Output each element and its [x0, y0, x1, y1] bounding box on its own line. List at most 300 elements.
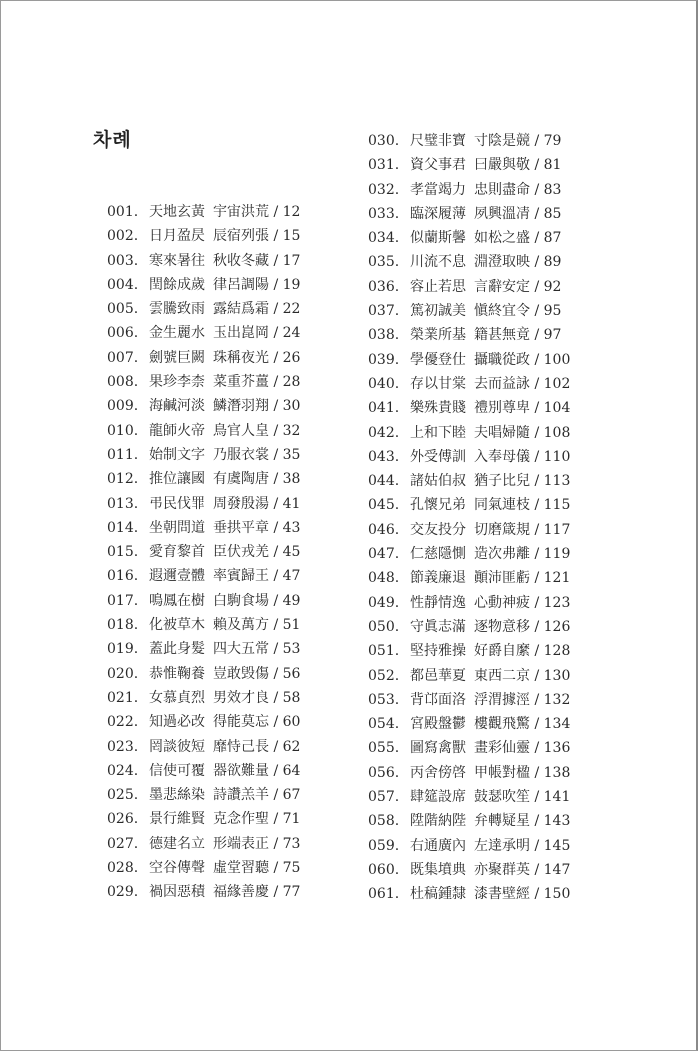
entry-phrase-1: 景行維賢	[149, 811, 205, 828]
page-separator: /	[269, 884, 283, 901]
entry-phrase-2: 亦聚群英	[474, 861, 530, 878]
entry-phrase-2: 菜重芥薑	[213, 374, 269, 391]
entry-number: 055.	[368, 740, 400, 757]
entry-phrase-1: 雲騰致雨	[149, 301, 205, 318]
page-separator: /	[530, 691, 544, 708]
entry-phrase-2: 鳥官人皇	[213, 422, 269, 439]
page-separator: /	[269, 665, 283, 682]
toc-entry	[107, 637, 300, 661]
entry-phrase-1: 恭惟鞠養	[149, 665, 205, 682]
toc-entry	[368, 761, 570, 785]
entry-page: 132	[543, 691, 571, 708]
toc-entry	[107, 321, 300, 345]
entry-page: 145	[543, 837, 571, 854]
entry-page: 43	[282, 519, 301, 536]
page-separator: /	[530, 473, 544, 490]
entry-phrase-2: 臣伏戎羌	[213, 544, 269, 561]
toc-entry	[368, 372, 570, 396]
entry-number: 036.	[368, 278, 400, 295]
page-separator: /	[269, 276, 283, 293]
entry-page: 17	[282, 252, 301, 269]
page-separator: /	[269, 568, 283, 585]
entry-number: 028.	[107, 860, 139, 877]
entry-phrase-1: 外受傅訓	[410, 448, 466, 465]
entry-phrase-2: 靡恃己長	[213, 738, 269, 755]
entry-page: 128	[543, 643, 571, 660]
entry-phrase-1: 空谷傳聲	[149, 860, 205, 877]
entry-phrase-1: 知過必改	[149, 714, 205, 731]
entry-phrase-1: 丙舍傍啓	[410, 764, 466, 781]
entry-number: 018.	[107, 617, 139, 634]
entry-number: 024.	[107, 762, 139, 779]
entry-phrase-1: 坐朝問道	[149, 519, 205, 536]
page-separator: /	[269, 617, 283, 634]
page-separator: /	[530, 521, 544, 538]
page-separator: /	[530, 837, 544, 854]
entry-phrase-1: 孔懷兄弟	[410, 497, 466, 514]
toc-entry	[107, 224, 300, 248]
entry-number: 034.	[368, 230, 400, 247]
entry-phrase-2: 珠稱夜光	[213, 349, 269, 366]
page-separator: /	[530, 205, 544, 222]
toc-entry	[107, 613, 300, 637]
entry-number: 016.	[107, 568, 139, 585]
toc-entry	[368, 202, 570, 226]
page-separator: /	[530, 133, 544, 149]
entry-phrase-1: 背邙面洛	[410, 691, 466, 708]
entry-page: 58	[282, 689, 301, 706]
page-separator: /	[530, 351, 544, 368]
entry-phrase-2: 福緣善慶	[213, 884, 269, 901]
toc-entry	[107, 759, 300, 783]
toc-entry	[368, 591, 570, 615]
entry-phrase-2: 周發殷湯	[213, 495, 269, 512]
entry-phrase-2: 曰嚴與敬	[474, 157, 530, 174]
entry-page: 47	[282, 568, 301, 585]
entry-phrase-1: 堅持雅操	[410, 643, 466, 660]
page-separator: /	[530, 254, 544, 271]
entry-phrase-1: 龍師火帝	[149, 422, 205, 439]
entry-number: 020.	[107, 665, 139, 682]
entry-number: 038.	[368, 327, 400, 344]
page-separator: /	[530, 570, 544, 587]
entry-phrase-2: 豈敢毁傷	[213, 665, 269, 682]
page-separator: /	[530, 813, 544, 830]
toc-entry	[368, 178, 570, 202]
entry-phrase-1: 弔民伐罪	[149, 495, 205, 512]
entry-number: 012.	[107, 471, 139, 488]
entry-number: 014.	[107, 519, 139, 536]
entry-phrase-2: 心動神疲	[474, 594, 530, 611]
entry-phrase-2: 四大五常	[213, 641, 269, 658]
entry-phrase-1: 果珍李柰	[149, 374, 205, 391]
entry-number: 022.	[107, 714, 139, 731]
page-separator: /	[530, 230, 544, 247]
entry-page: 92	[543, 278, 562, 295]
page-separator: /	[269, 787, 283, 804]
entry-page: 41	[282, 495, 301, 512]
page-separator: /	[269, 204, 283, 220]
entry-number: 050.	[368, 618, 400, 635]
toc-entry	[368, 275, 570, 299]
entry-page: 75	[282, 860, 301, 877]
entry-phrase-1: 川流不息	[410, 254, 466, 271]
toc-entry	[368, 639, 570, 663]
entry-phrase-2: 東西二京	[474, 667, 530, 684]
entry-phrase-2: 夙興溫凊	[474, 205, 530, 222]
entry-number: 049.	[368, 594, 400, 611]
entry-page: 89	[543, 254, 562, 271]
entry-number: 052.	[368, 667, 400, 684]
entry-number: 005.	[107, 301, 139, 318]
toc-entry	[368, 250, 570, 274]
entry-number: 047.	[368, 546, 400, 563]
entry-phrase-2: 男效才良	[213, 689, 269, 706]
entry-page: 22	[282, 301, 301, 318]
toc-entry	[368, 153, 570, 177]
page-separator: /	[269, 738, 283, 755]
entry-phrase-2: 宇宙洪荒	[213, 204, 269, 220]
toc-entry	[368, 858, 570, 882]
entry-phrase-2: 忠則盡命	[474, 181, 530, 198]
entry-phrase-2: 淵澄取映	[474, 254, 530, 271]
toc-entry	[368, 542, 570, 566]
page-separator: /	[269, 762, 283, 779]
entry-number: 006.	[107, 325, 139, 342]
toc-entry	[107, 735, 300, 759]
entry-number: 039.	[368, 351, 400, 368]
entry-phrase-2: 去而益詠	[474, 375, 530, 392]
entry-phrase-1: 遐邇壹體	[149, 568, 205, 585]
entry-phrase-2: 辰宿列張	[213, 228, 269, 245]
entry-number: 045.	[368, 497, 400, 514]
entry-number: 056.	[368, 764, 400, 781]
toc-entry	[107, 297, 300, 321]
entry-phrase-2: 弁轉疑星	[474, 813, 530, 830]
entry-page: 97	[543, 327, 562, 344]
entry-page: 12	[282, 204, 301, 220]
entry-page: 138	[543, 764, 571, 781]
entry-phrase-1: 尺璧非寶	[410, 133, 466, 149]
page-separator: /	[530, 764, 544, 781]
entry-phrase-1: 肆筵設席	[410, 789, 466, 806]
page-separator: /	[269, 252, 283, 269]
toc-entry	[107, 783, 300, 807]
page-separator: /	[530, 278, 544, 295]
page-separator: /	[269, 519, 283, 536]
entry-number: 026.	[107, 811, 139, 828]
entry-phrase-1: 墨悲絲染	[149, 787, 205, 804]
entry-page: 143	[543, 813, 571, 830]
toc-entry	[107, 807, 300, 831]
entry-phrase-1: 仁慈隱惻	[410, 546, 466, 563]
entry-phrase-2: 造次弗離	[474, 546, 530, 563]
entry-phrase-2: 白駒食場	[213, 592, 269, 609]
entry-phrase-1: 罔談彼短	[149, 738, 205, 755]
entry-page: 67	[282, 787, 301, 804]
entry-phrase-2: 虛堂習聽	[213, 860, 269, 877]
toc-entry	[107, 346, 300, 370]
entry-number: 035.	[368, 254, 400, 271]
entry-phrase-2: 得能莫忘	[213, 714, 269, 731]
entry-phrase-2: 垂拱平章	[213, 519, 269, 536]
toc-left-column	[107, 200, 300, 905]
entry-number: 019.	[107, 641, 139, 658]
toc-entry	[368, 129, 570, 153]
toc-entry	[107, 443, 300, 467]
entry-page: 71	[282, 811, 301, 828]
entry-phrase-2: 好爵自縻	[474, 643, 530, 660]
entry-page: 62	[282, 738, 301, 755]
entry-phrase-1: 篤初誠美	[410, 303, 466, 320]
toc-entry	[107, 419, 300, 443]
page-separator: /	[530, 594, 544, 611]
entry-number: 053.	[368, 691, 400, 708]
entry-page: 123	[543, 594, 571, 611]
entry-phrase-2: 鼓瑟吹笙	[474, 789, 530, 806]
toc-entry	[368, 421, 570, 445]
entry-number: 004.	[107, 276, 139, 293]
page-separator: /	[530, 327, 544, 344]
entry-phrase-1: 寒來暑往	[149, 252, 205, 269]
entry-phrase-1: 存以甘棠	[410, 375, 466, 392]
toc-entry	[368, 226, 570, 250]
entry-number: 051.	[368, 643, 400, 660]
toc-entry	[368, 396, 570, 420]
toc-entry	[368, 736, 570, 760]
entry-page: 126	[543, 618, 571, 635]
toc-right-column	[368, 129, 570, 907]
entry-phrase-1: 海鹹河淡	[149, 398, 205, 415]
entry-phrase-1: 杜稿鍾隸	[410, 886, 466, 903]
entry-page: 121	[543, 570, 571, 587]
entry-phrase-1: 容止若思	[410, 278, 466, 295]
entry-page: 117	[543, 521, 571, 538]
entry-page: 141	[543, 789, 571, 806]
entry-phrase-2: 有虞陶唐	[213, 471, 269, 488]
entry-page: 130	[543, 667, 571, 684]
entry-phrase-2: 露結爲霜	[213, 301, 269, 318]
entry-number: 054.	[368, 716, 400, 733]
entry-page: 87	[543, 230, 562, 247]
toc-entry	[368, 834, 570, 858]
entry-phrase-2: 形端表正	[213, 835, 269, 852]
entry-page: 95	[543, 303, 562, 320]
entry-phrase-1: 始制文字	[149, 446, 205, 463]
entry-page: 147	[543, 861, 571, 878]
entry-phrase-2: 攝職從政	[474, 351, 530, 368]
entry-page: 45	[282, 544, 301, 561]
toc-entry	[107, 564, 300, 588]
entry-page: 53	[282, 641, 301, 658]
entry-phrase-1: 榮業所基	[410, 327, 466, 344]
page-separator: /	[530, 643, 544, 660]
toc-heading: 차례	[93, 129, 132, 151]
entry-number: 060.	[368, 861, 400, 878]
entry-page: 81	[543, 157, 562, 174]
entry-number: 040.	[368, 375, 400, 392]
entry-page: 119	[543, 546, 571, 563]
entry-number: 029.	[107, 884, 139, 901]
entry-page: 104	[543, 400, 571, 417]
toc-entry	[368, 445, 570, 469]
entry-phrase-1: 交友投分	[410, 521, 466, 538]
toc-entry	[368, 518, 570, 542]
entry-page: 35	[282, 446, 301, 463]
entry-phrase-2: 畫彩仙靈	[474, 740, 530, 757]
entry-page: 110	[543, 448, 571, 465]
page-separator: /	[530, 424, 544, 441]
page-separator: /	[269, 835, 283, 852]
toc-entry	[368, 882, 570, 906]
toc-entry	[107, 249, 300, 273]
entry-page: 134	[543, 716, 571, 733]
entry-phrase-1: 日月盈昃	[149, 228, 205, 245]
page-separator: /	[269, 860, 283, 877]
entry-number: 057.	[368, 789, 400, 806]
entry-phrase-2: 如松之盛	[474, 230, 530, 247]
toc-entry	[368, 785, 570, 809]
entry-page: 150	[543, 886, 571, 903]
entry-page: 38	[282, 471, 301, 488]
entry-phrase-1: 化被草木	[149, 617, 205, 634]
entry-phrase-1: 學優登仕	[410, 351, 466, 368]
entry-phrase-1: 似蘭斯馨	[410, 230, 466, 247]
entry-phrase-2: 切磨箴規	[474, 521, 530, 538]
entry-page: 15	[282, 228, 301, 245]
entry-page: 102	[543, 375, 571, 392]
entry-phrase-1: 閏餘成歲	[149, 276, 205, 293]
page-separator: /	[530, 716, 544, 733]
toc-entry	[368, 664, 570, 688]
toc-entry	[107, 370, 300, 394]
entry-phrase-1: 孝當竭力	[410, 181, 466, 198]
entry-number: 061.	[368, 886, 400, 903]
entry-number: 017.	[107, 592, 139, 609]
entry-page: 49	[282, 592, 301, 609]
entry-number: 009.	[107, 398, 139, 415]
entry-number: 001.	[107, 204, 139, 220]
entry-phrase-1: 陞階納陛	[410, 813, 466, 830]
entry-number: 042.	[368, 424, 400, 441]
page-separator: /	[269, 325, 283, 342]
entry-phrase-1: 諸姑伯叔	[410, 473, 466, 490]
entry-phrase-1: 守眞志滿	[410, 618, 466, 635]
entry-phrase-2: 禮別尊卑	[474, 400, 530, 417]
entry-phrase-2: 愼終宜令	[474, 303, 530, 320]
entry-phrase-1: 宮殿盤鬱	[410, 716, 466, 733]
page-separator: /	[530, 157, 544, 174]
entry-phrase-2: 詩讚羔羊	[213, 787, 269, 804]
toc-entry	[107, 492, 300, 516]
entry-number: 013.	[107, 495, 139, 512]
entry-phrase-1: 臨深履薄	[410, 205, 466, 222]
page-separator: /	[269, 495, 283, 512]
entry-phrase-2: 浮渭據涇	[474, 691, 530, 708]
entry-page: 136	[543, 740, 571, 757]
toc-entry	[107, 394, 300, 418]
toc-entry	[107, 200, 300, 224]
page-separator: /	[269, 689, 283, 706]
entry-phrase-2: 入奉母儀	[474, 448, 530, 465]
entry-phrase-2: 克念作聖	[213, 811, 269, 828]
page-separator: /	[530, 789, 544, 806]
entry-phrase-2: 玉出崑岡	[213, 325, 269, 342]
toc-entry	[107, 880, 300, 904]
page-separator: /	[269, 544, 283, 561]
entry-phrase-2: 猶子比兒	[474, 473, 530, 490]
toc-entry	[368, 299, 570, 323]
page-separator: /	[269, 349, 283, 366]
entry-number: 041.	[368, 400, 400, 417]
entry-number: 008.	[107, 374, 139, 391]
entry-page: 51	[282, 617, 301, 634]
entry-number: 025.	[107, 787, 139, 804]
entry-phrase-2: 逐物意移	[474, 618, 530, 635]
entry-phrase-1: 信使可覆	[149, 762, 205, 779]
page-separator: /	[269, 422, 283, 439]
toc-entry	[368, 348, 570, 372]
toc-entry	[107, 710, 300, 734]
page-separator: /	[269, 714, 283, 731]
toc-entry	[368, 688, 570, 712]
entry-page: 79	[543, 133, 562, 149]
entry-phrase-1: 上和下睦	[410, 424, 466, 441]
page-separator: /	[269, 301, 283, 318]
toc-entry	[368, 809, 570, 833]
entry-phrase-2: 顚沛匪虧	[474, 570, 530, 587]
page-separator: /	[530, 546, 544, 563]
entry-phrase-1: 愛育黎首	[149, 544, 205, 561]
page-separator: /	[530, 886, 544, 903]
entry-page: 19	[282, 276, 301, 293]
entry-phrase-2: 器欲難量	[213, 762, 269, 779]
entry-phrase-1: 德建名立	[149, 835, 205, 852]
entry-number: 007.	[107, 349, 139, 366]
entry-number: 031.	[368, 157, 400, 174]
entry-page: 100	[543, 351, 571, 368]
page-separator: /	[269, 592, 283, 609]
page-separator: /	[530, 667, 544, 684]
page-separator: /	[530, 740, 544, 757]
entry-phrase-2: 夫唱婦隨	[474, 424, 530, 441]
toc-entry	[368, 615, 570, 639]
entry-number: 044.	[368, 473, 400, 490]
page-separator: /	[269, 398, 283, 415]
toc-entry	[107, 273, 300, 297]
entry-number: 033.	[368, 205, 400, 222]
toc-entry	[368, 493, 570, 517]
entry-page: 73	[282, 835, 301, 852]
entry-phrase-2: 鱗潛羽翔	[213, 398, 269, 415]
entry-phrase-2: 言辭安定	[474, 278, 530, 295]
entry-number: 037.	[368, 303, 400, 320]
toc-entry	[368, 323, 570, 347]
entry-phrase-1: 女慕貞烈	[149, 689, 205, 706]
entry-phrase-2: 律呂調陽	[213, 276, 269, 293]
entry-phrase-1: 蓋此身髮	[149, 641, 205, 658]
entry-number: 030.	[368, 133, 400, 149]
toc-entry	[107, 686, 300, 710]
entry-phrase-1: 推位讓國	[149, 471, 205, 488]
toc-entry	[107, 832, 300, 856]
entry-phrase-1: 性靜情逸	[410, 594, 466, 611]
entry-phrase-1: 既集墳典	[410, 861, 466, 878]
entry-page: 115	[543, 497, 571, 514]
entry-number: 027.	[107, 835, 139, 852]
entry-phrase-1: 天地玄黃	[149, 204, 205, 220]
entry-page: 28	[282, 374, 301, 391]
